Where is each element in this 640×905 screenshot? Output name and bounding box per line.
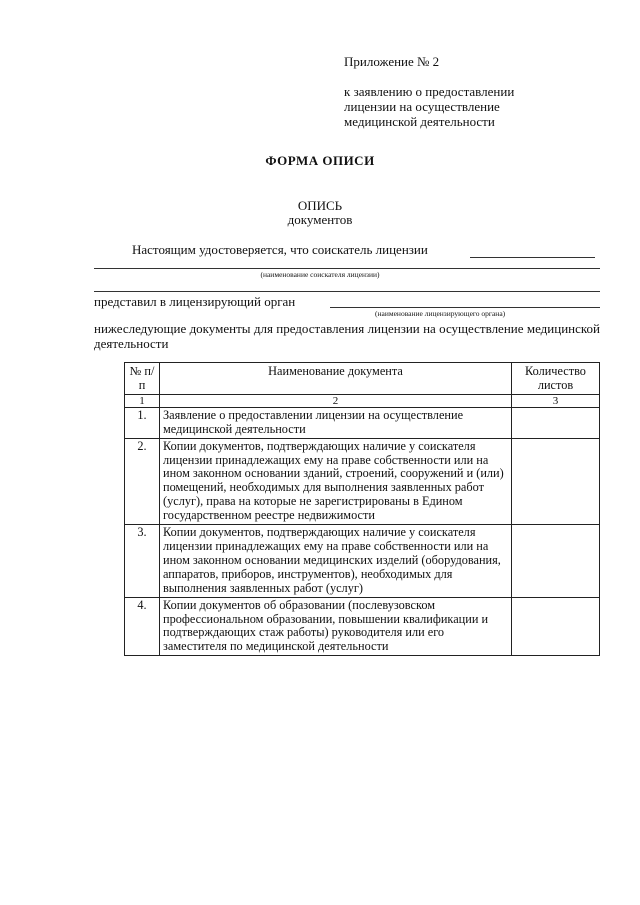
row-number: 4.: [125, 597, 160, 656]
applicant-caption: (наименование соискателя лицензии): [260, 270, 380, 279]
column-number: 2: [160, 394, 512, 407]
row-sheet-count: [512, 407, 600, 438]
row-number: 1.: [125, 407, 160, 438]
separator-line: [94, 291, 600, 292]
row-document-name: Копии документов, подтверждающих наличие у соискателя лицензии принадлежащих ему на праве собственности или на ином законном основании зданий, строений, сооружений и (или) помещений, необходимых для выполнения заявленных работ (услуг), права на которые не зарегистрированы в Едином государственном реестре недвижимости: [160, 438, 512, 524]
table-row: [125, 597, 600, 656]
applicant-fill-line: [470, 257, 595, 258]
documents-paragraph: нижеследующие документы для предоставления лицензии на осуществление медицинской деятельности: [94, 321, 600, 351]
column-number-row: [125, 394, 600, 407]
row-document-name: Копии документов об образовании (послевузовском профессиональном образовании, повышении квалификации и подтверждающих стаж работы) руководителя или его заместителя по медицинской деятельности: [160, 597, 512, 656]
appendix-line: к заявлению о предоставлении: [344, 84, 515, 99]
column-number: 3: [512, 394, 600, 407]
inventory-subtitle: документов: [287, 212, 353, 227]
certify-text: Настоящим удостоверяется, что соискатель лицензии: [132, 242, 428, 257]
column-number: 1: [125, 394, 160, 407]
header-number: № п/п: [125, 363, 160, 395]
authority-fill-line: [330, 307, 600, 308]
inventory-title: ОПИСЬ: [297, 198, 343, 213]
appendix-line: лицензии на осуществление: [344, 99, 500, 114]
applicant-name-line: [94, 268, 600, 269]
form-title: ФОРМА ОПИСИ: [265, 153, 375, 168]
table-row: [125, 407, 600, 438]
presented-text: представил в лицензирующий орган: [94, 294, 296, 309]
row-document-name: Заявление о предоставлении лицензии на осуществление медицинской деятельности: [160, 407, 512, 438]
row-sheet-count: [512, 438, 600, 524]
row-document-name: Копии документов, подтверждающих наличие у соискателя лицензии принадлежащих ему на праве собственности или на ином законном основании медицинских изделий (оборудования, аппаратов, приборов, инструментов), необходимых для выполнения заявленных работ (услуг): [160, 525, 512, 598]
row-sheet-count: [512, 597, 600, 656]
row-number: 2.: [125, 438, 160, 524]
authority-caption: (наименование лицензирующего органа): [375, 309, 506, 318]
table-header-row: [125, 363, 600, 395]
header-sheet-count: Количество листов: [512, 363, 600, 395]
documents-table: [124, 362, 600, 656]
appendix-number: Приложение № 2: [344, 54, 440, 69]
appendix-line: медицинской деятельности: [344, 114, 495, 129]
appendix-block: [344, 54, 564, 129]
header-document-name: Наименование документа: [160, 363, 512, 395]
table-row: [125, 438, 600, 524]
row-sheet-count: [512, 525, 600, 598]
row-number: 3.: [125, 525, 160, 598]
table-row: [125, 525, 600, 598]
